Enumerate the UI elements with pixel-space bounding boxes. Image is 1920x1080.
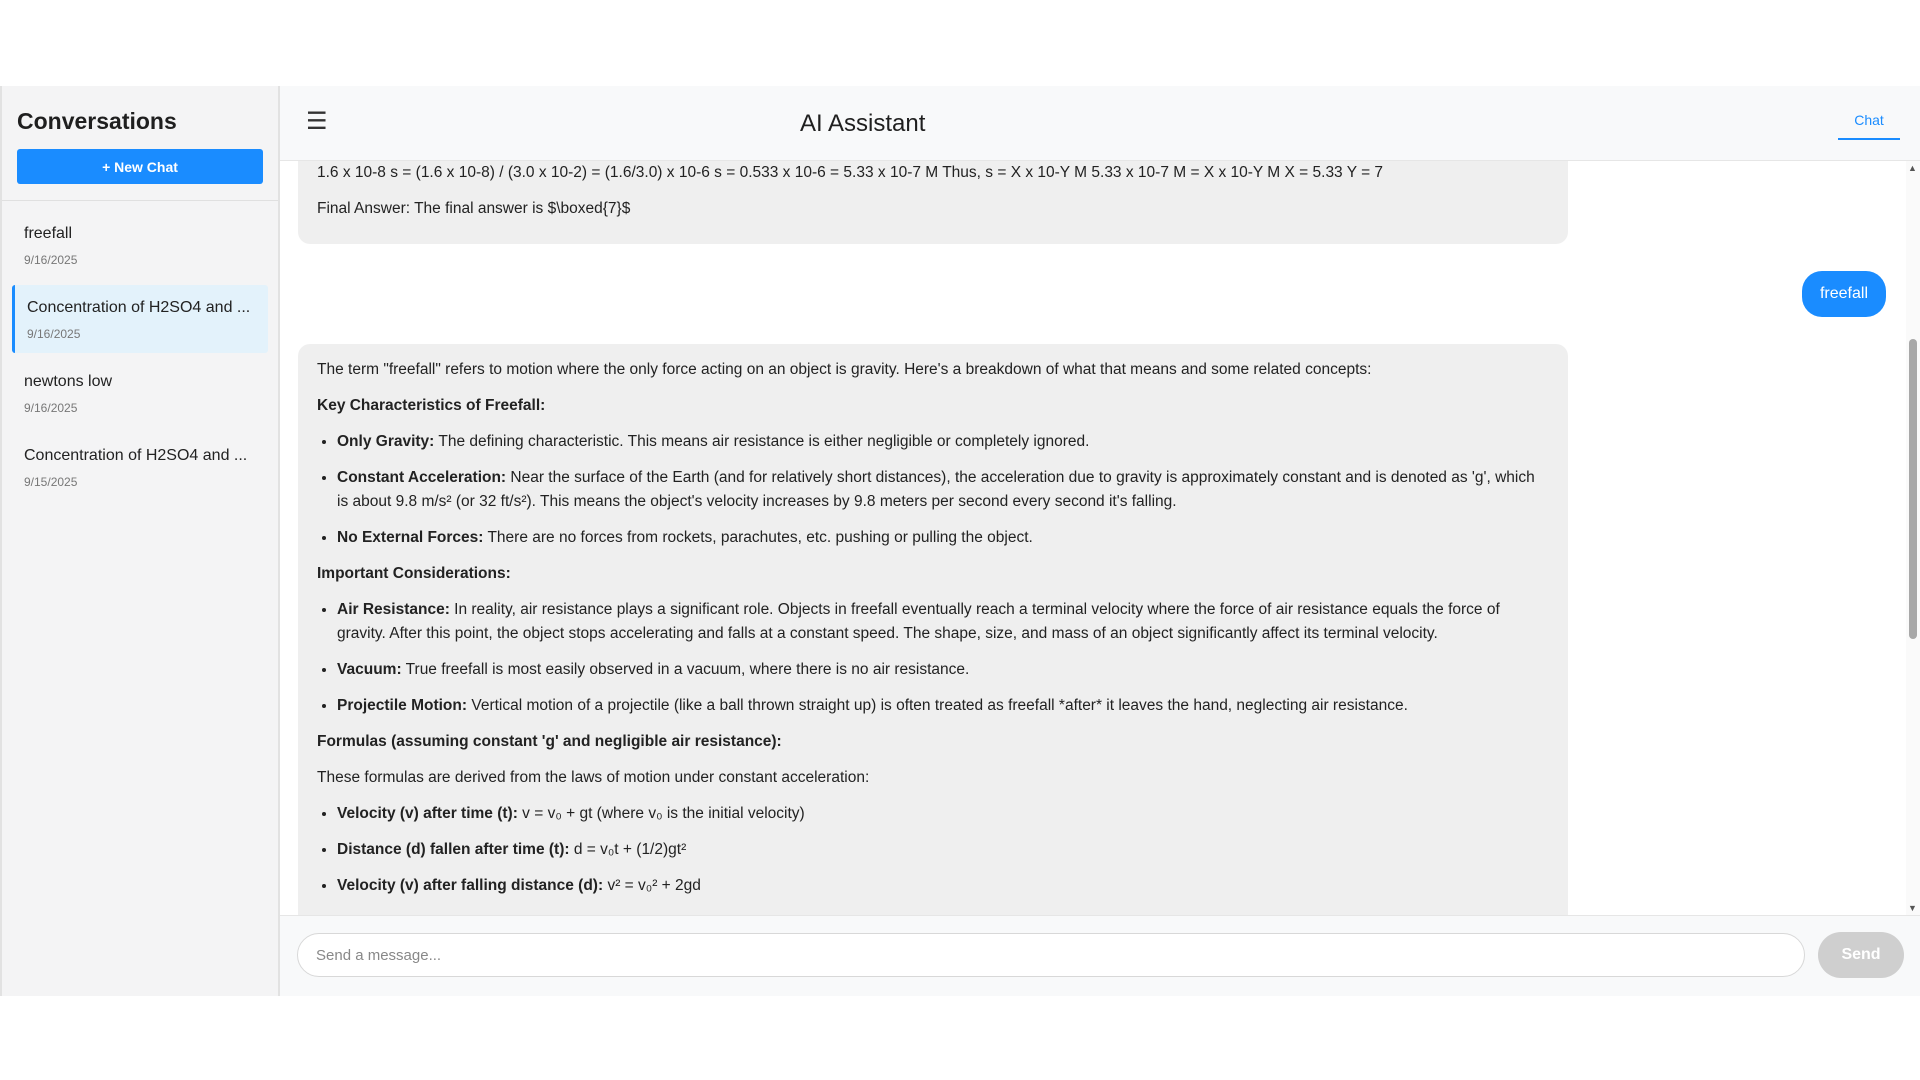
list-item: • Vacuum: True freefall is most easily observed in a vacuum, where there is no air resistance. [337,658,1549,682]
list-item: • Velocity (v) after falling distance (d): v² = v₀² + 2gd [337,874,1549,898]
message-input[interactable] [297,933,1805,977]
conversation-item[interactable] [12,359,268,427]
message-text: The term "freefall" refers to motion where the only force acting on an object is gravity. Here's a breakdown of what that means and some related concepts: [317,361,1372,378]
app-window [0,86,1920,996]
conversation-date: 9/16/2025 [27,327,81,341]
list-item: • Projectile Motion: Vertical motion of a projectile (like a ball thrown straight up) is often treated as freefall *after* it leaves the hand, neglecting air resistance. [337,694,1549,718]
chat-header [280,86,1920,161]
list-item: • Velocity (v) after time (t): v = v₀ + gt (where v₀ is the initial velocity) [337,802,1549,826]
message-heading: Key Characteristics of Freefall: [317,397,546,414]
message-text: 1.6 x 10-8 s = (1.6 x 10-8) / (3.0 x 10-2) = (1.6/3.0) x 10-6 s = 0.533 x 10-6 = 5.33 x 10-7 M Thus, s = X x 10-Y M 5.33 x 10-7 M = X x 10-Y M X = 5.33 Y = 7 [317,164,1384,181]
message-heading: Important Considerations: [317,565,511,582]
conversation-item[interactable] [12,433,268,501]
user-message-row [298,271,1896,317]
sidebar [0,86,280,996]
message-list-bullets [317,430,1549,550]
message-heading: Formulas (assuming constant 'g' and negligible air resistance): [317,733,782,750]
conversation-title: Concentration of H2SO4 and ... [27,299,251,316]
conversation-date: 9/15/2025 [24,475,78,489]
list-item: • No External Forces: There are no forces from rockets, parachutes, etc. pushing or pulling the object. [337,526,1549,550]
message-list[interactable] [280,161,1920,915]
tab-chat[interactable]: Chat [1838,112,1900,140]
message-composer [280,915,1920,996]
user-message: freefall [1802,271,1886,317]
list-item: • Air Resistance: In reality, air resistance plays a significant role. Objects in freefall eventually reach a terminal velocity where the force of air resistance equals the force of gravity. After this point, the object stops accelerating and falls at a constant speed. The shape, size, and mass of an object significantly affect its terminal velocity. [337,598,1549,646]
message-list-bullets [317,802,1549,898]
chat-main [280,86,1920,996]
message-text: These formulas are derived from the laws of motion under constant acceleration: [317,769,870,786]
assistant-message [298,161,1568,244]
scroll-up-icon[interactable]: ▲ [1908,163,1917,173]
message-list-content [298,161,1896,915]
new-chat-button[interactable]: + New Chat [17,149,263,184]
send-button[interactable]: Send [1818,932,1904,978]
conversation-title: Concentration of H2SO4 and ... [24,447,248,464]
conversation-date: 9/16/2025 [24,401,78,415]
hamburger-menu-icon[interactable]: ☰ [306,108,328,135]
conversation-item[interactable] [12,211,268,279]
list-item: • Constant Acceleration: Near the surface of the Earth (and for relatively short distances), the acceleration due to gravity is approximately constant and is denoted as 'g', which is about 9.8 m/s² (or 32 ft/s²). This means the object's velocity increases by 9.8 meters per second every second it's falling. [337,466,1549,514]
scrollbar-thumb[interactable] [1909,339,1917,639]
sidebar-header [2,86,278,201]
list-item: • Only Gravity: The defining characteristic. This means air resistance is either negligible or completely ignored. [337,430,1549,454]
message-text: Final Answer: The final answer is $\boxed{7}$ [317,200,631,217]
sidebar-title: Conversations [17,108,177,134]
conversation-title: freefall [24,225,73,242]
conversation-title: newtons low [24,373,113,390]
list-item: • Distance (d) fallen after time (t): d = v₀t + (1/2)gt² [337,838,1549,862]
conversation-date: 9/16/2025 [24,253,78,267]
assistant-message [298,344,1568,915]
conversation-list [2,201,278,507]
conversation-item-active[interactable] [12,285,268,353]
app-title: AI Assistant [800,110,926,137]
scrollbar[interactable] [1906,161,1920,915]
message-list-bullets [317,598,1549,718]
scroll-down-icon[interactable]: ▼ [1908,903,1917,913]
